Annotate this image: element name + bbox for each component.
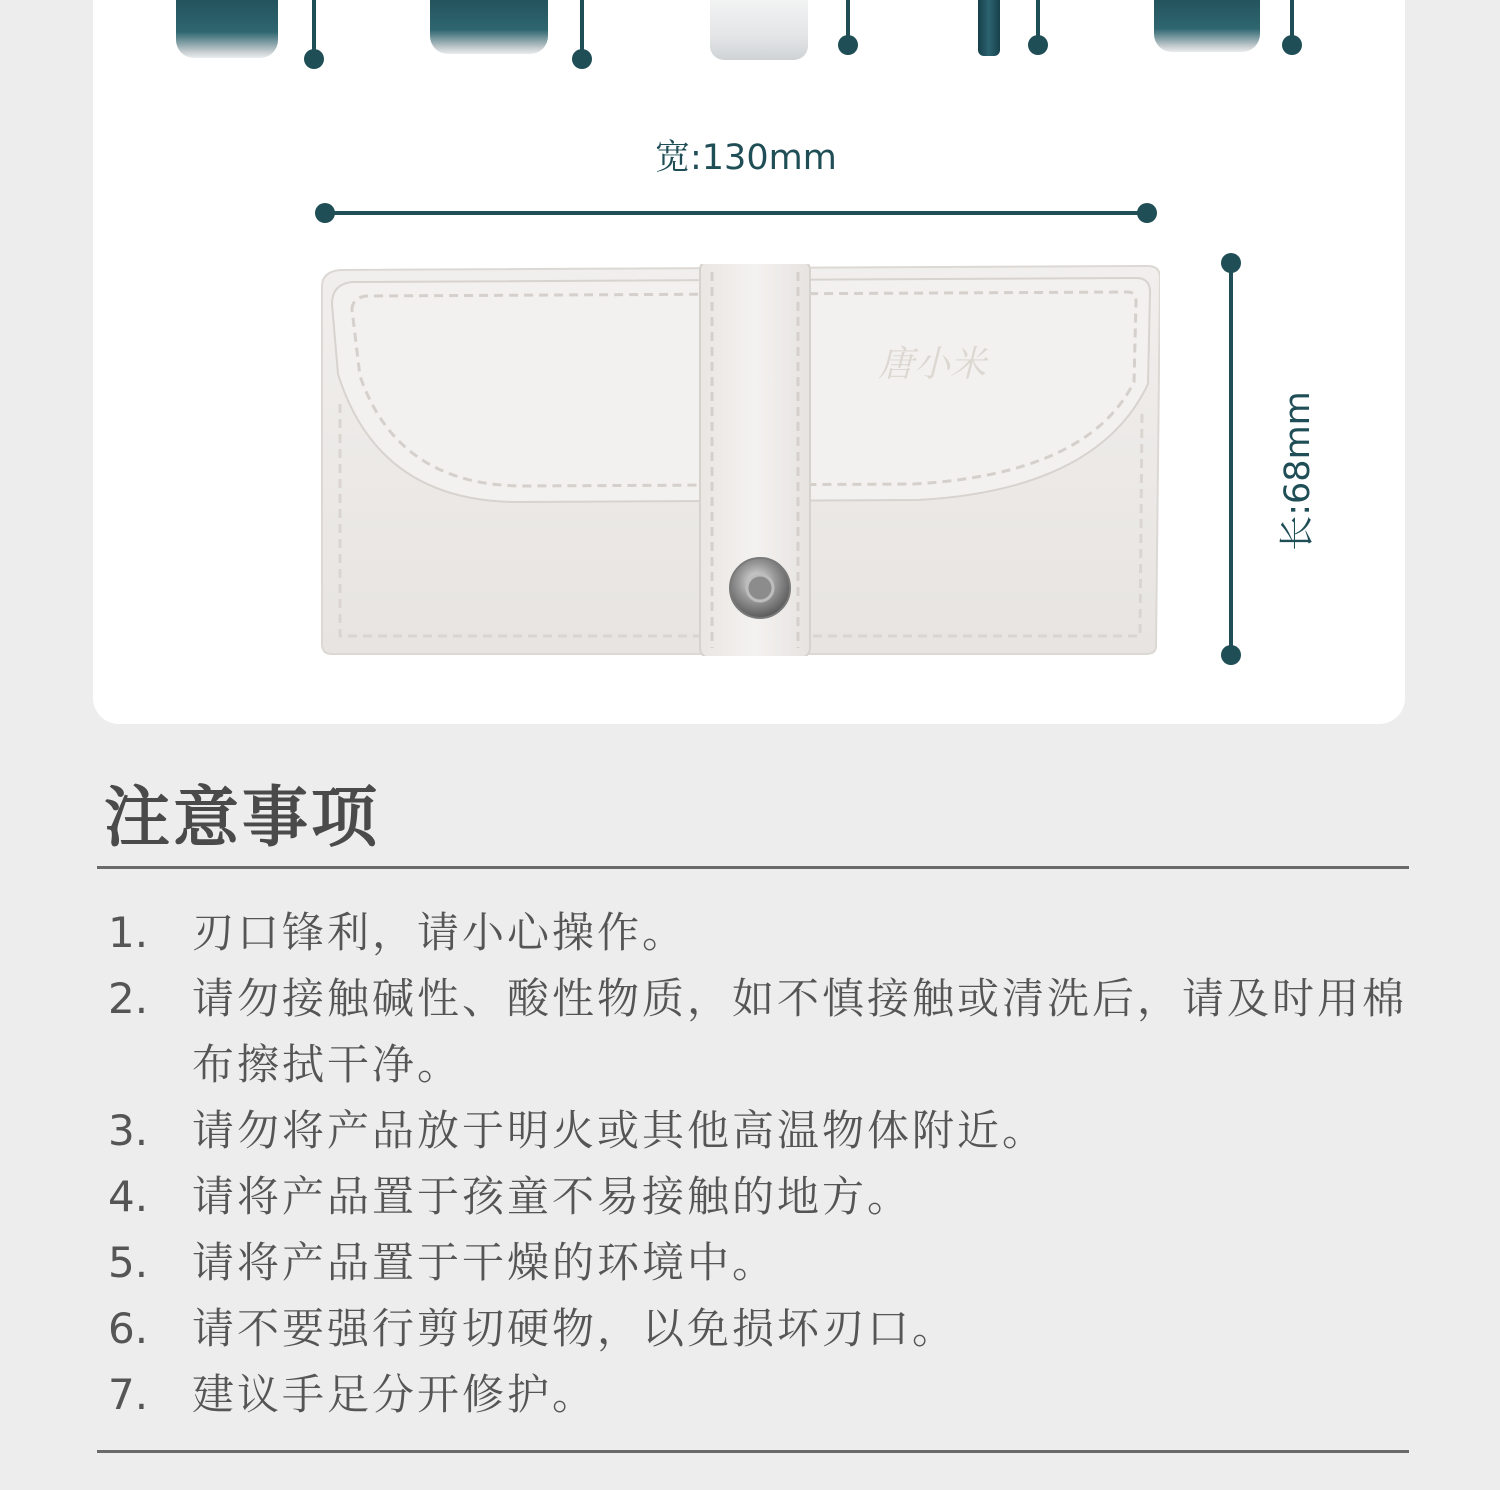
list-item	[108, 1230, 1408, 1296]
tool-marker-line-1	[312, 0, 316, 52]
tool-marker-dot-3	[838, 35, 858, 55]
leather-case-image	[318, 264, 1160, 656]
title-divider	[97, 866, 1409, 869]
length-dimension-label: 长:68mm	[1278, 391, 1318, 551]
tool-clipper-2	[430, 0, 548, 54]
list-item-number: 2.	[108, 974, 149, 1023]
length-dimension-end-dot	[1221, 645, 1241, 665]
list-item-text: 建议手足分开修护。	[192, 1370, 598, 1419]
tool-marker-line-3	[846, 0, 850, 40]
list-item	[108, 1296, 1408, 1362]
width-dimension-end-dot	[1137, 203, 1157, 223]
tool-marker-dot-5	[1282, 35, 1302, 55]
tool-marker-dot-2	[572, 49, 592, 69]
list-item	[108, 1362, 1408, 1428]
width-dimension-label: 宽:130mm	[655, 138, 837, 178]
tool-pusher	[978, 0, 1000, 56]
list-item	[108, 1164, 1408, 1230]
list-item-number: 3.	[108, 1106, 149, 1155]
list-item-number: 1.	[108, 908, 149, 957]
list-item-text: 请勿接触碱性、酸性物质，如不慎接触或清洗后，请及时用棉布擦拭干净。	[192, 974, 1408, 1089]
width-dimension-line	[325, 211, 1147, 215]
list-item-text: 刃口锋利，请小心操作。	[192, 908, 688, 957]
tool-marker-line-4	[1036, 0, 1040, 40]
list-item-number: 5.	[108, 1238, 149, 1287]
length-dimension-start-dot	[1221, 253, 1241, 273]
tool-marker-dot-1	[304, 49, 324, 69]
width-dimension-start-dot	[315, 203, 335, 223]
tool-marker-dot-4	[1028, 35, 1048, 55]
list-item-number: 6.	[108, 1304, 149, 1353]
length-dimension-line	[1229, 263, 1233, 655]
case-logo: 唐小米	[878, 344, 987, 385]
list-item-text: 请将产品置于干燥的环境中。	[192, 1238, 778, 1287]
list-item	[108, 1098, 1408, 1164]
list-item-text: 请将产品置于孩童不易接触的地方。	[192, 1172, 913, 1221]
list-item-number: 7.	[108, 1370, 149, 1419]
list-item-text: 请不要强行剪切硬物，以免损坏刃口。	[192, 1304, 958, 1353]
bottom-divider	[97, 1450, 1409, 1453]
tool-clipper-1	[176, 0, 278, 58]
precautions-list	[108, 900, 1408, 1428]
list-item-number: 4.	[108, 1172, 149, 1221]
list-item	[108, 966, 1408, 1098]
section-title: 注意事项	[104, 779, 380, 856]
tool-marker-line-2	[580, 0, 584, 52]
tool-scissors	[1154, 0, 1260, 52]
tool-file	[710, 0, 808, 60]
tool-marker-line-5	[1290, 0, 1294, 40]
list-item-text: 请勿将产品放于明火或其他高温物体附近。	[192, 1106, 1048, 1155]
list-item	[108, 900, 1408, 966]
